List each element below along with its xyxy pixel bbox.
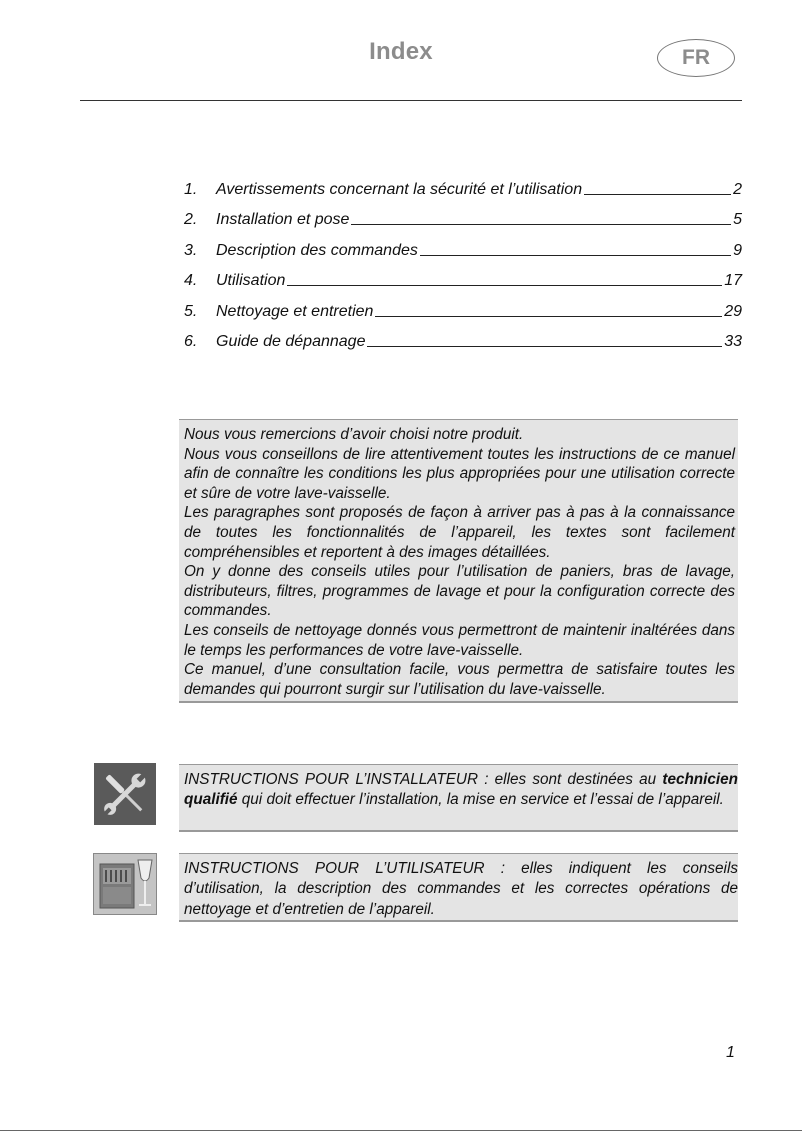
toc-leader-line: [584, 194, 731, 195]
toc-leader-line: [287, 285, 722, 286]
intro-box: [179, 419, 738, 703]
intro-paragraph: On y donne des conseils utiles pour l’utilisation de paniers, bras de lavage, distributeurs, filtres, programmes de lavage et pour la configuration correcte des commandes.: [184, 563, 735, 620]
toc-title: Description des commandes: [216, 241, 418, 259]
intro-paragraph: Les conseils de nettoyage donnés vous permettront de maintenir inaltérées dans le temps les performances de votre lave-vaisselle.: [184, 621, 735, 659]
page-number: 1: [726, 1044, 735, 1061]
user-instructions-text: INSTRUCTIONS POUR L’UTILISATEUR : elles indiquent les conseils d’utilisation, la description des commandes et les correctes opérations de nettoyage et d’entretien de l’appareil.: [184, 860, 738, 918]
toc-leader-line: [375, 316, 722, 317]
toc-number: 3.: [184, 241, 198, 259]
installer-text-start: INSTRUCTIONS POUR L’INSTALLATEUR : elles sont destinées au: [184, 771, 663, 788]
toc-title: Utilisation: [216, 272, 286, 289]
language-badge: FR: [657, 39, 735, 77]
toc-title: Installation et pose: [216, 211, 350, 228]
toc-title: Nettoyage et entretien: [216, 302, 374, 320]
toc-page-number: 5: [733, 211, 742, 228]
toc-entry[interactable]: [184, 290, 742, 321]
toc-entry[interactable]: [184, 199, 742, 230]
toc-number: 4.: [184, 272, 198, 289]
installer-instructions-text: [184, 770, 738, 811]
intro-paragraph: Ce manuel, d’une consultation facile, vous permettra de satisfaire toutes les demandes qui pourront surgir sur l’utilisation du lave-vaisselle.: [184, 661, 735, 698]
intro-paragraph: Nous vous remercions d’avoir choisi notre produit.: [184, 426, 524, 443]
installer-text-bold: technicien qualifié: [184, 771, 738, 809]
intro-paragraph: Nous vous conseillons de lire attentivement toutes les instructions de ce manuel afin de connaître les conditions les plus appropriées pour une utilisation correcte et sûre de votre lave-vaisselle.: [184, 445, 735, 502]
toc-page-number: 2: [733, 180, 742, 198]
toc-title: Avertissements concernant la sécurité et l’utilisation: [216, 180, 583, 198]
user-instructions-box: [179, 853, 738, 922]
tools-icon: [94, 763, 156, 825]
toc-leader-line: [367, 346, 722, 347]
toc-page-number: 9: [733, 241, 742, 259]
toc-entry[interactable]: [184, 260, 742, 291]
footer-divider: [0, 1130, 802, 1131]
page-title: Index: [369, 38, 433, 65]
toc-page-number: 17: [724, 272, 742, 289]
header-divider: [80, 100, 742, 101]
toc-title: Guide de dépannage: [216, 333, 366, 350]
toc-number: 1.: [184, 180, 198, 198]
toc-page-number: 33: [724, 333, 742, 350]
toc-number: 6.: [184, 333, 198, 350]
toc-page-number: 29: [724, 302, 742, 320]
toc-number: 2.: [184, 211, 198, 228]
intro-paragraph: Les paragraphes sont proposés de façon à arriver pas à pas à la connaissance de toutes les fonctionnalités de l’appareil, les textes sont facilement compréhensibles et reportent à des images détaillées.: [184, 504, 735, 561]
toc-leader-line: [420, 255, 731, 256]
toc-number: 5.: [184, 302, 198, 320]
installer-text-end: qui doit effectuer l’installation, la mise en service et l’essai de l’appareil.: [237, 791, 724, 809]
dishwasher-user-icon: [93, 853, 157, 915]
toc-leader-line: [351, 224, 731, 225]
toc-entry[interactable]: [184, 229, 742, 260]
table-of-contents: [184, 168, 742, 351]
installer-instructions-box: [179, 764, 738, 832]
toc-entry[interactable]: [184, 168, 742, 199]
toc-entry[interactable]: [184, 321, 742, 352]
